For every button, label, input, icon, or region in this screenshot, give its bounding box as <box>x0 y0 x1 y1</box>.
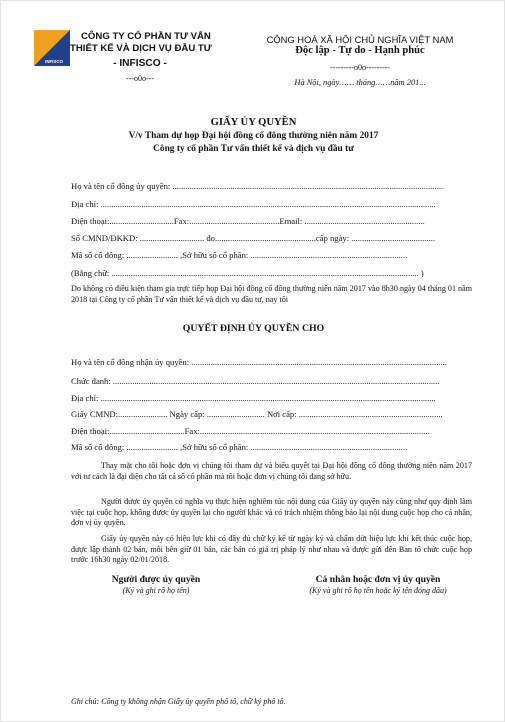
republic-name: CỘNG HOÀ XÃ HỘI CHỦ NGHĨA VIỆT NAM <box>266 34 454 45</box>
field-grantee-shareholder-code[interactable]: Mã số cổ đông: ........................ ,Sở hữu số cổ phần: ......................................................................... <box>71 442 408 452</box>
signature-grantee-note: (Ký và ghi rõ họ tên) <box>122 586 190 595</box>
signature-grantor-title: Cá nhân hoặc đơn vị ủy quyền <box>315 574 441 585</box>
field-grantor-shares-in-words[interactable]: (Bằng chữ: ............................................................................................................................................... ) <box>71 268 424 278</box>
field-grantee-title[interactable]: Chức danh: ........................................................................................................................................................ <box>71 376 440 386</box>
field-grantee-name[interactable]: Họ và tên cổ đông nhận ủy quyền: ....................................................................................................................... <box>71 357 447 367</box>
document-subject: V/v Tham dự họp Đại hội đồng cổ đông thường niên năm 2017 <box>128 131 379 141</box>
participation-paragraph: Do không có điều kiện tham gia trực tiếp họp Đại hội đồng cổ đông thường niên năm 2017 vào 8h30 ngày 04 tháng 01 năm 2018 tại Công ty cổ phần Tư vấn thiết kế và dịch vụ đầu tư, nay tôi <box>71 284 472 304</box>
paragraph-representation: Thay mặt cho tôi hoặc đơn vị chúng tôi tham dự và biểu quyết tại Đại hội đồng cổ đông thường niên năm 2017 với tư cách là đại diện cho tất cả số cổ phần mà tôi hoặc đơn vị chúng tôi đang sở hữu. <box>71 461 472 481</box>
field-grantee-address[interactable]: Địa chỉ: ............................................................................................................................................................ <box>71 393 436 403</box>
footnote: Ghi chú: Công ty không nhận Giấy ủy quyền phô tô, chữ ký phô tô. <box>71 697 286 706</box>
company-name-line2: THIẾT KẾ VÀ DỊCH VỤ ĐẦU TƯ <box>70 43 212 54</box>
field-grantee-phone-fax[interactable]: Điện thoại:...................................Fax:........................................................................................................... <box>71 426 430 436</box>
document-title: GIẤY ỦY QUYỀN <box>210 117 297 128</box>
field-grantor-shareholder-code[interactable]: Mã số cổ đông: ........................ ,Sở hữu số cổ phần: ......................................................................... <box>71 250 408 260</box>
company-full-name: Công ty cổ phần Tư vấn thiết kế và dịch vụ đầu tư <box>153 144 354 154</box>
paragraph-obligations: Người được ủy quyền có nghĩa vụ thực hiện nghiêm túc nội dung của Giấy ủy quyền này cũng như quy định làm việc tại cuộc họp, không được ủy quyền lại cho người khác và có trách nhiệm thông báo lại nội dung cuộc họp cho cá nhân, đơn vị ủy quyền. <box>71 497 472 528</box>
signature-grantor-note: (Ký và ghi rõ họ tên hoặc ký tên đóng dấu) <box>309 586 447 595</box>
national-motto: Độc lập - Tự do - Hạnh phúc <box>295 45 425 56</box>
signature-area-grantee[interactable] <box>91 599 221 679</box>
signature-area-grantor[interactable] <box>283 599 473 679</box>
field-grantor-address[interactable]: Địa chỉ: ............................................................................................................................................................ <box>71 199 436 209</box>
field-grantor-name[interactable]: Họ và tên cổ đông ủy quyền: .............................................................................................................................. <box>71 181 444 191</box>
field-grantor-phone-fax-email[interactable]: Điện thoại:..............................Fax:..........................................Email: ........................................................ <box>71 216 425 226</box>
decision-heading: QUYẾT ĐỊNH ỦY QUYỀN CHO <box>182 323 325 334</box>
field-grantor-id[interactable]: Số CMND/ĐKKD: .............................. do...............................................cấp ngày: ....................................... <box>71 233 436 243</box>
signature-grantee-title: Người được ủy quyền <box>111 574 201 585</box>
national-separator: ---------o0o--------- <box>330 63 390 72</box>
place-date: Hà Nội, ngày…… tháng……năm 201... <box>294 78 426 87</box>
company-separator: ---o0o--- <box>126 74 154 83</box>
company-short-name: - INFISCO - <box>113 58 167 69</box>
field-grantee-id[interactable]: Giấy CMND:....................... Ngày cấp: ........................... Nơi cấp: ................................................................... <box>71 409 443 419</box>
paragraph-validity: Giấy ủy quyền này có hiệu lực khi có đầy đủ chữ ký kể từ ngày ký và chấm dứt hiệu lực khi kết thúc cuộc họp, được lập thành 02 bản, mỗi bên giữ 01 bản, các bản có giá trị pháp lý như nhau và được gửi đến Ban tổ chức cuộc họp trước 16h30 ngày 02/01/2018. <box>71 534 472 565</box>
logo-text: INFISCO <box>45 59 63 64</box>
company-name-line1: CÔNG TY CỔ PHẦN TƯ VẤN <box>81 31 211 42</box>
infisco-logo <box>34 30 70 66</box>
